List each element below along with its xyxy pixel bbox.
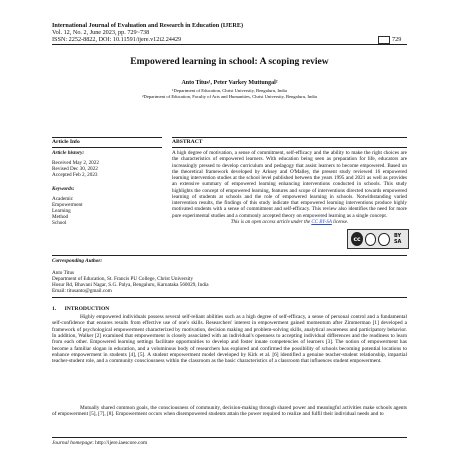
history-accepted: Accepted Feb 2, 2023 [52, 172, 98, 178]
article-info-rule-top [52, 137, 162, 138]
keywords-heading: Keywords: [52, 186, 75, 192]
introduction-paragraph-2: Mutually shared common goals, the consciousness of community, decision-making through shared power and meaningful activities make schools agents of empowerment [5], [7], [8]. Empowerment occurs when disempowered students attain the power required to realize and fulfil their individual needs and to [52, 405, 407, 418]
paper-authors: Anto Titus¹, Peter Varkey Muttungal² [181, 80, 278, 86]
journal-logo-icon [378, 36, 390, 44]
journal-homepage [52, 440, 147, 446]
homepage-label: Journal homepage [52, 440, 93, 446]
keyword-item: Method [52, 214, 69, 220]
article-info-rule-mid [52, 147, 162, 148]
corresponding-line: Hosur Rd, Bhavani Nagar, S.G. Palya, Bengaluru, Karnataka 560029, India [52, 282, 209, 288]
corresponding-line: Department of Education, St. Francis PU College, Christ University [52, 276, 194, 282]
keyword-item: Empowerment [52, 202, 83, 208]
history-revised: Revised Dec 30, 2022 [52, 166, 98, 172]
corresponding-heading: Corresponding Author: [52, 258, 103, 264]
homepage-url[interactable]: : http://ijere.iaescore.com [92, 440, 148, 446]
keyword-item: Learning [52, 208, 71, 214]
license-suffix: license. [331, 220, 349, 225]
history-received: Received May 2, 2022 [52, 160, 99, 166]
keyword-item: School [52, 220, 67, 226]
history-heading: Article history: [52, 150, 85, 156]
abstract-text: A high degree of motivation, a sense of commitment, self-efficacy and the ability to make the right choices are the characteristics of empowered learners. With education being seen as preparation for life, educators are increasingly pressed to develop curriculum and pedagogy that assist learners to become empowered. Based on the theoretical framework developed by Arksey and O'Malley, the present study reviewed 16 empowered learning intervention studies at the school level published between the years 1995 and 2021 as well as provides an extensive summary of empowered learning enhancing interventions conducted in schools. This study highlights the concept of empowered learning, features and scope of interventions directed towards empowered learning of students at schools and the role of empowered learning in schools. Notwithstanding varied intervention results, the findings of this study indicate that empowered learning interventions produce highly motivated students with a sense of commitment and self-efficacy. This review also identifies the need for more pure experimental studies and a commonly accepted theory on empowered learning as a single concept. [172, 150, 407, 219]
cc-icon: cc [351, 232, 363, 246]
cc-license-badge[interactable] [347, 229, 409, 249]
cc-badge-text: BY SA [393, 233, 402, 245]
license-line [172, 220, 407, 225]
corresponding-rule [52, 297, 407, 298]
footer-rule [52, 437, 407, 438]
license-link[interactable]: CC BY-SA [311, 220, 332, 225]
page-number: 729 [392, 36, 402, 43]
abstract-heading: ABSTRACT [172, 139, 203, 145]
abstract-rule-top [172, 137, 407, 138]
abstract-rule-mid [172, 147, 407, 148]
header-rule [52, 44, 407, 45]
license-prefix: This is an open access article under the [230, 220, 312, 225]
corresponding-email: Email: titusanto@gmail.com [52, 288, 112, 294]
sa-icon [378, 233, 389, 246]
affiliation-2: ²Department of Education, Faculty of Arts and Humanities, Christ University, Bengaluru, India [142, 94, 317, 99]
journal-volume: Vol. 12, No. 2, June 2023, pp. 729~738 [52, 29, 150, 36]
journal-issn: ISSN: 2252-8822, DOI: 10.11591/ijere.v12i2.24429 [52, 36, 182, 43]
corresponding-name: Anto Titus [52, 270, 75, 276]
introduction-paragraph-1: Highly empowered individuals possess several self-reliant abilities such as a high degree of self-efficacy, a sense of personal control and a fundamental self-confidence that ensures results from effective use of one's skills. Researchers' interest in empowerment gained momentum after Zimmerman [1] developed a framework of psychological empowerment characterized by motivation, decision making and problem-solving skills, analytical awareness and participatory behavior. In addition, Walker [2] examined that empowerment is closely associated with an individual's openness to accepting individual differences and the readiness to learn from each other. Empowered learning settings facilitate opportunities to develop and foster innate competencies of learners [3]. The notion of empowerment has become a familiar slogan in education, and a voluminous body of researchers has explored and confirmed the possibility of schools becoming potential locations to enhance empowerment in students [4], [5]. A student empowerment model developed by Kirk et al. [6] identified a genuine teacher-student relationship, impartial teacher-student role, and a community consciousness within the classroom as the basic characteristics of a classroom that influences student empowerment. [52, 314, 407, 365]
by-icon [365, 233, 376, 246]
affiliation-1: ¹Department of Education, Christ University, Bengaluru, India [172, 88, 287, 93]
paper-title: Empowered learning in school: A scoping review [130, 56, 329, 67]
abstract-rule-bottom [52, 255, 407, 256]
article-info-heading: Article Info [52, 139, 80, 145]
journal-name: International Journal of Evaluation and Research in Education (IJERE) [52, 22, 244, 29]
introduction-heading: 1. INTRODUCTION [52, 306, 110, 312]
keyword-item: Academic [52, 196, 74, 202]
